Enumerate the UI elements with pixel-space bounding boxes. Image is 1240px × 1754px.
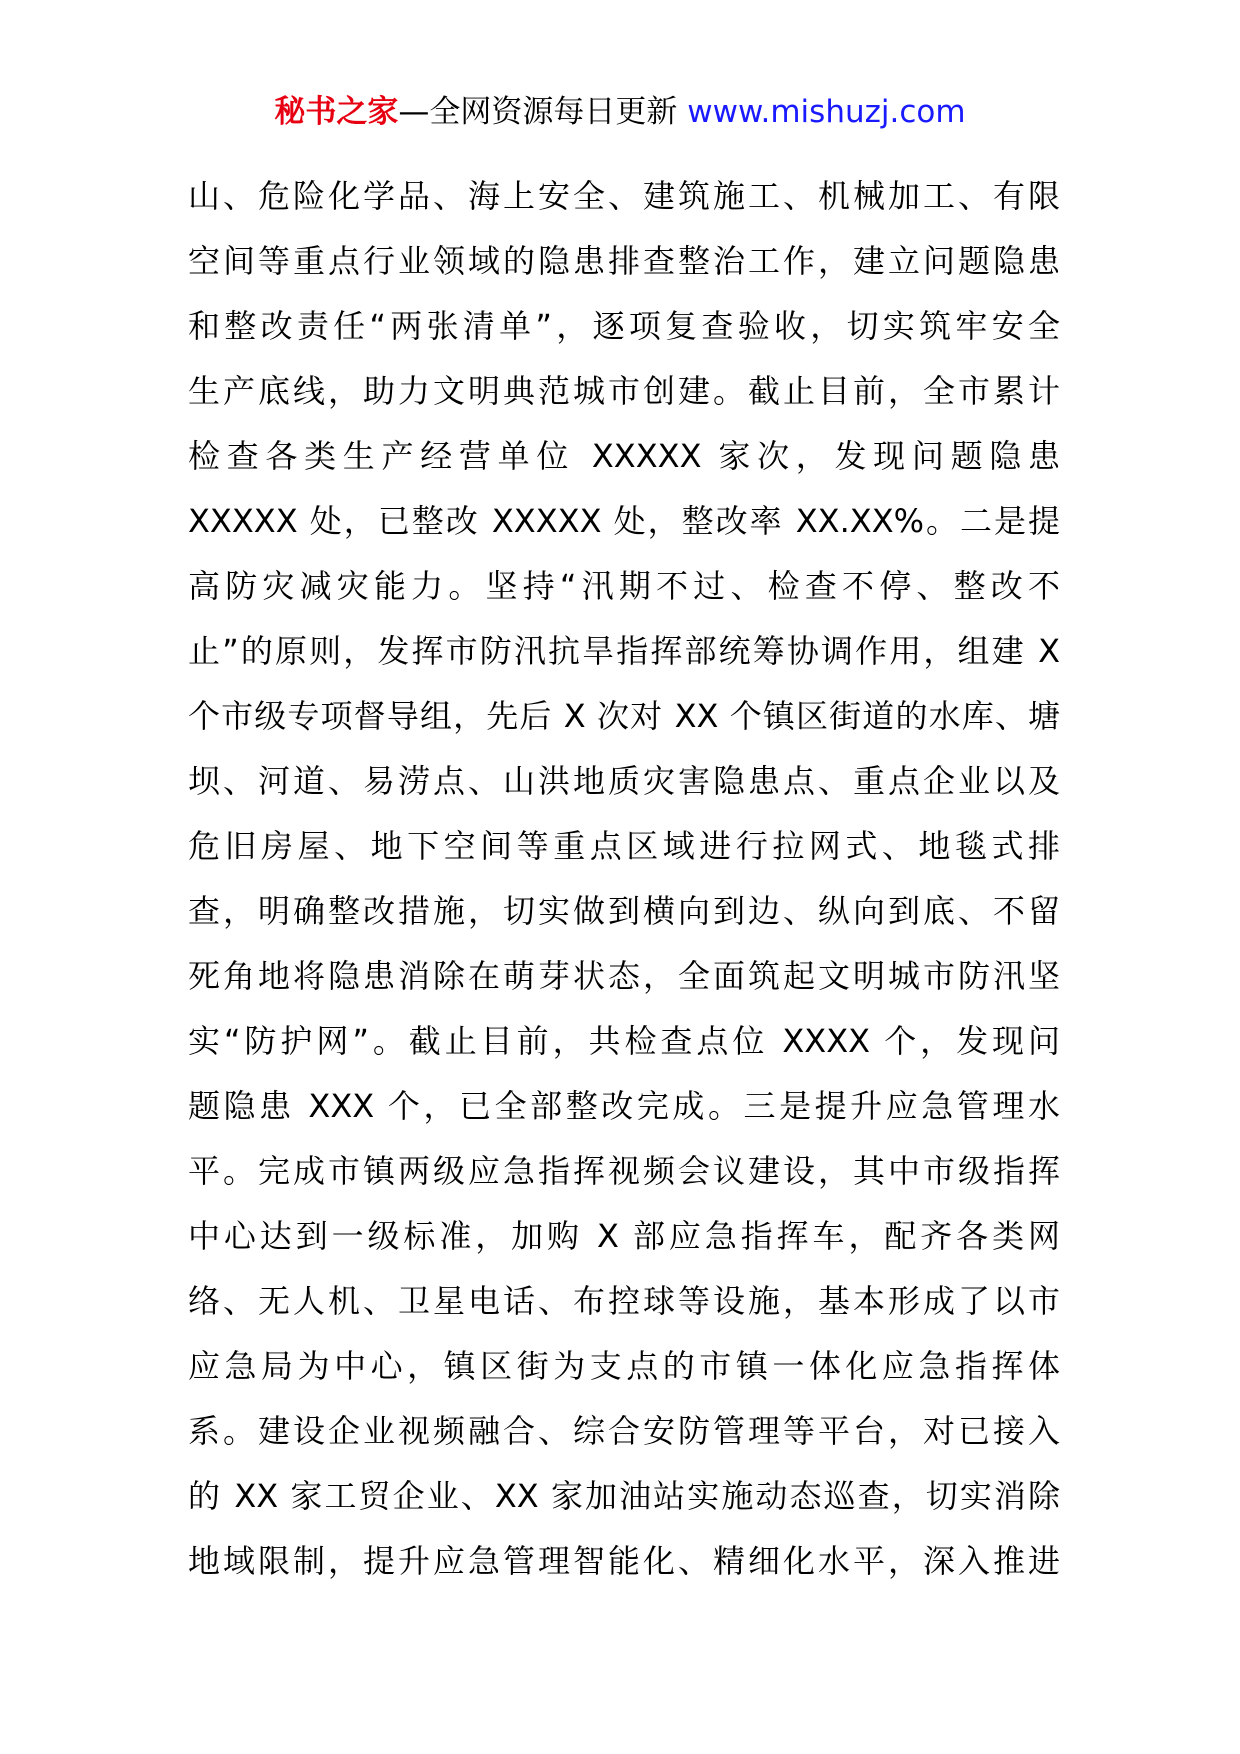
body-line: 生产底线，助力文明典范城市创建。截止目前，全市累计 — [188, 372, 1060, 410]
body-line: 危旧房屋、地下空间等重点区域进行拉网式、地毯式排 — [188, 827, 1060, 865]
body-line: 应急局为中心，镇区街为支点的市镇一体化应急指挥体 — [188, 1347, 1060, 1385]
body-line: 地域限制，提升应急管理智能化、精细化水平，深入推进 — [188, 1542, 1060, 1580]
body-line: 检查各类生产经营单位 XXXXX 家次，发现问题隐患 — [188, 437, 1060, 475]
site-url-link[interactable]: www.mishuzj.com — [687, 94, 966, 130]
page-header — [0, 90, 1240, 134]
body-line: 的 XX 家工贸企业、XX 家加油站实施动态巡查，切实消除 — [188, 1477, 1060, 1515]
body-line: 空间等重点行业领域的隐患排查整治工作，建立问题隐患 — [188, 242, 1060, 280]
brand-name: 秘书之家 — [274, 94, 399, 130]
body-line: 坝、河道、易涝点、山洪地质灾害隐患点、重点企业以及 — [188, 762, 1060, 800]
header-tagline: —全网资源每日更新 — [398, 94, 688, 130]
body-line: 山、危险化学品、海上安全、建筑施工、机械加工、有限 — [188, 177, 1060, 215]
body-line: XXXXX 处，已整改 XXXXX 处，整改率 XX.XX%。二是提 — [188, 502, 1060, 540]
body-line: 系。建设企业视频融合、综合安防管理等平台，对已接入 — [188, 1412, 1060, 1450]
body-line: 查，明确整改措施，切实做到横向到边、纵向到底、不留 — [188, 892, 1060, 930]
body-line: 络、无人机、卫星电话、布控球等设施，基本形成了以市 — [188, 1282, 1060, 1320]
document-body — [188, 164, 1060, 1594]
body-line: 中心达到一级标准，加购 X 部应急指挥车，配齐各类网 — [188, 1217, 1060, 1255]
body-line: 个市级专项督导组，先后 X 次对 XX 个镇区街道的水库、塘 — [188, 697, 1060, 735]
body-line: 平。完成市镇两级应急指挥视频会议建设，其中市级指挥 — [188, 1152, 1060, 1190]
body-line: 高防灾减灾能力。坚持“汛期不过、检查不停、整改不 — [188, 567, 1060, 605]
body-line: 止”的原则，发挥市防汛抗旱指挥部统筹协调作用，组建 X — [188, 632, 1060, 670]
body-line: 实“防护网”。截止目前，共检查点位 XXXX 个，发现问 — [188, 1022, 1060, 1060]
body-line: 和整改责任“两张清单”，逐项复查验收，切实筑牢安全 — [188, 307, 1060, 345]
body-line: 题隐患 XXX 个，已全部整改完成。三是提升应急管理水 — [188, 1087, 1060, 1125]
body-line: 死角地将隐患消除在萌芽状态，全面筑起文明城市防汛坚 — [188, 957, 1060, 995]
